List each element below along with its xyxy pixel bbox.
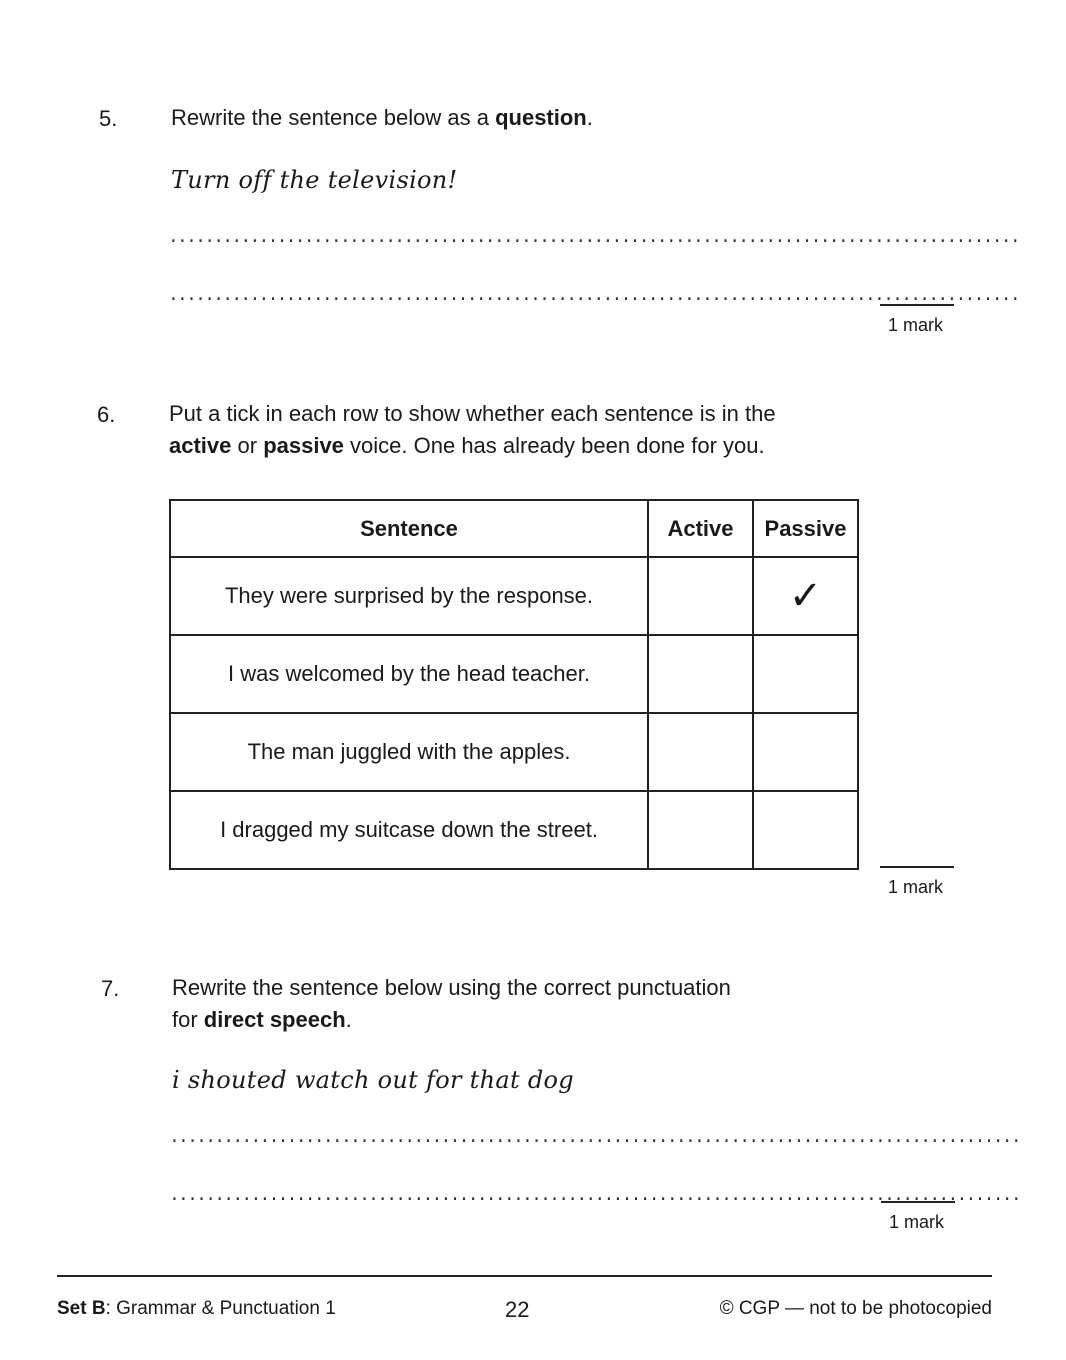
table-row <box>170 635 858 713</box>
prompt-text: Rewrite the sentence below as a <box>171 105 496 130</box>
footer-copyright: © CGP — not to be photocopied <box>719 1298 992 1319</box>
prompt-line-2 <box>169 430 776 462</box>
header-passive: Passive <box>753 500 858 557</box>
active-cell[interactable] <box>648 791 753 869</box>
prompt-text: for <box>172 1007 204 1032</box>
answer-line-5a[interactable]: .............................................................................................. <box>168 228 1019 248</box>
tick-icon: ✓ <box>788 573 823 619</box>
sentence-cell: I dragged my suitcase down the street. <box>170 791 648 869</box>
header-sentence: Sentence <box>170 500 648 557</box>
passive-cell[interactable] <box>753 713 858 791</box>
table-row <box>170 557 858 635</box>
question-5-number: 5. <box>99 106 118 131</box>
answer-line-5b[interactable]: .............................................................................................. <box>168 286 1019 306</box>
prompt-line-1: Rewrite the sentence below using the correct punctuation <box>172 975 731 1000</box>
table-row <box>170 791 858 869</box>
question-6-prompt <box>169 398 776 462</box>
mark-line-6 <box>880 866 954 868</box>
page-number: 22 <box>505 1297 530 1322</box>
sentence-cell: The man juggled with the apples. <box>170 713 648 791</box>
prompt-text: . <box>345 1007 352 1032</box>
prompt-text: voice. One has already been done for you. <box>343 433 765 458</box>
prompt-keyword: direct speech <box>203 1007 346 1032</box>
voice-table <box>169 499 859 870</box>
prompt-text: or <box>231 433 264 458</box>
question-7-number: 7. <box>101 976 120 1001</box>
sentence-cell: I was welcomed by the head teacher. <box>170 635 648 713</box>
sentence-cell: They were surprised by the response. <box>170 557 648 635</box>
prompt-line-1: Put a tick in each row to show whether each sentence is in the <box>169 401 776 426</box>
table-row <box>170 713 858 791</box>
active-cell[interactable] <box>648 635 753 713</box>
question-5-sentence: Turn off the television! <box>171 166 458 194</box>
question-7-sentence: i shouted watch out for that dog <box>172 1066 574 1094</box>
footer-divider <box>57 1275 992 1277</box>
passive-cell[interactable] <box>753 557 858 635</box>
answer-line-7a[interactable]: .............................................................................................. <box>169 1128 1020 1148</box>
prompt-keyword: question <box>495 105 587 130</box>
active-cell[interactable] <box>648 557 753 635</box>
prompt-text: . <box>586 105 593 130</box>
prompt-keyword-passive: passive <box>263 433 344 458</box>
header-active: Active <box>648 500 753 557</box>
answer-line-7b[interactable]: .............................................................................................. <box>169 1186 1020 1206</box>
passive-cell[interactable] <box>753 791 858 869</box>
mark-label-6: 1 mark <box>888 877 944 897</box>
footer-set-text: : Grammar & Punctuation 1 <box>105 1298 336 1319</box>
question-5-prompt <box>171 102 593 134</box>
prompt-keyword-active: active <box>169 433 232 458</box>
footer-set-bold: Set B <box>57 1298 106 1319</box>
active-cell[interactable] <box>648 713 753 791</box>
prompt-line-2 <box>172 1004 731 1036</box>
mark-line-7 <box>881 1201 955 1203</box>
footer-set-label <box>57 1298 336 1320</box>
table-header-row <box>170 500 858 557</box>
question-6-number: 6. <box>97 402 116 427</box>
mark-line-5 <box>880 304 954 306</box>
question-7-prompt <box>172 972 731 1036</box>
mark-label-7: 1 mark <box>889 1212 945 1232</box>
passive-cell[interactable] <box>753 635 858 713</box>
mark-label-5: 1 mark <box>888 315 944 335</box>
